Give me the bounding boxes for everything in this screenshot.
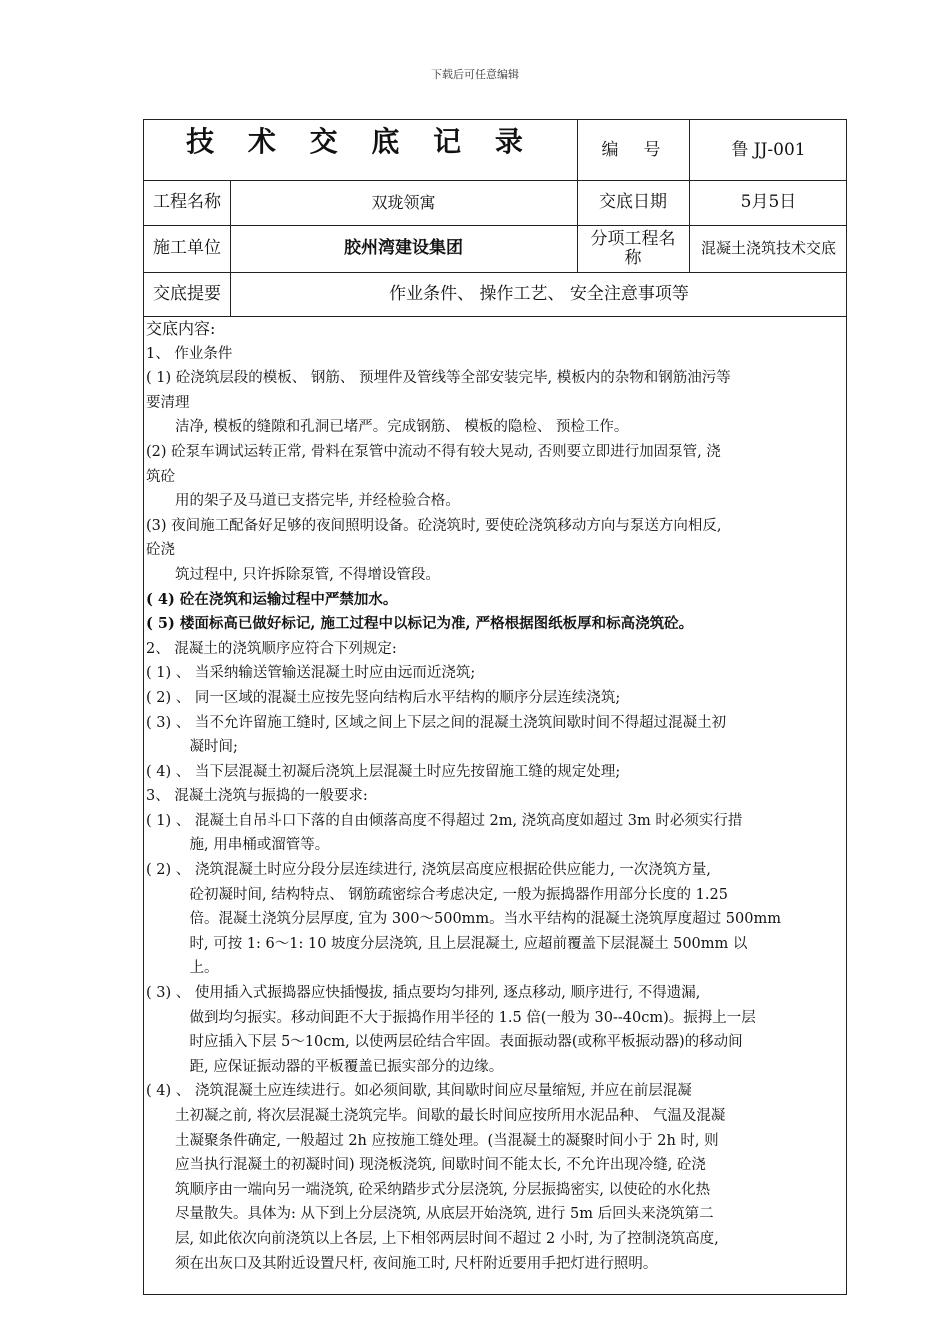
construction-unit-value: 胶州湾建设集团 [344, 238, 463, 259]
content-line: 用的架子及马道已支搭完毕, 并经检验合格。 [146, 493, 460, 510]
summary-label: 交底提要 [153, 283, 221, 304]
construction-unit-label: 施工单位 [153, 238, 221, 259]
content-line: (3) 夜间施工配备好足够的夜间照明设备。砼浇筑时, 要使砼浇筑移动方向与泵送方向相反, [146, 517, 722, 534]
content-line: 层, 如此依次向前浇筑以上各层, 上下相邻两层时间不超过 2 小时, 为了控制浇筑高度, [146, 1230, 719, 1247]
content-line: ( 4) 、 当下层混凝土初凝后浇筑上层混凝土时应先按留施工缝的规定处理; [146, 763, 621, 780]
content-line-bold: ( 4) 砼在浇筑和运输过程中严禁加水。 [146, 590, 398, 608]
tech-disclosure-table [143, 119, 847, 1295]
project-name-label: 工程名称 [153, 192, 221, 213]
content-line: 应当执行混凝土的初凝时间) 现浇板浇筑, 间歇时间不能太长, 不允许出现冷缝, 砼浇 [146, 1157, 706, 1174]
content-line: 时应插入下层 5～10cm, 以使两层砼结合牢固。表面振动器(或称平板振动器)的移动间 [146, 1034, 743, 1051]
date-value: 5月5日 [740, 192, 797, 213]
content-line: 土凝聚条件确定, 一般超过 2h 应按施工缝处理。(当混凝土的凝聚时间小于 2h 时, 则 [146, 1132, 719, 1149]
document-title: 技 术 交 底 记 录 [186, 125, 535, 159]
date-label: 交底日期 [599, 192, 667, 213]
content-line: 凝时间; [146, 739, 238, 756]
content-line: 要清理 [146, 394, 190, 411]
content-line: 尽量散失。具体为: 从下到上分层浇筑, 从底层开始浇筑, 进行 5m 后回头来浇筑第二 [146, 1206, 714, 1223]
content-line: ( 3) 、 使用插入式振捣器应快插慢拔, 插点要均匀排列, 逐点移动, 顺序进行, 不得遗漏, [146, 985, 701, 1002]
content-line: 施, 用串桶或溜管等。 [146, 837, 330, 854]
content-line: 筑砼 [146, 468, 175, 485]
content-line: 筑过程中, 只许拆除泵管, 不得增设管段。 [146, 566, 440, 583]
content-line: 砼初凝时间, 结构特点、 钢筋疏密综合考虑决定, 一般为振捣器作用部分长度的 1.25 [146, 886, 728, 903]
content-line: ( 2) 、 浇筑混凝土时应分段分层连续进行, 浇筑层高度应根据砼供应能力, 一次浇筑方量, [146, 862, 711, 879]
content-line: 时, 可按 1: 6～1: 10 坡度分层浇筑, 且上层混凝土, 应超前覆盖下层混凝土 500mm 以 [146, 935, 748, 952]
subproject-label-line1: 分项工程名 [590, 228, 676, 249]
content-line: ( 1) 、 当采纳输送管输送混凝土时应由远而近浇筑; [146, 665, 476, 682]
content-line-bold: ( 5) 楼面标高已做好标记, 施工过程中以标记为准, 严格根据图纸板厚和标高浇筑砼。 [146, 615, 694, 633]
content-line: ( 3) 、 当不允许留施工缝时, 区域之间上下层之间的混凝土浇筑间歇时间不得超过混凝土初 [146, 714, 727, 731]
content-line: 洁净, 模板的缝隙和孔洞已堵严。完成钢筋、 模板的隐检、 预检工作。 [146, 419, 629, 436]
content-line: 1、 作业条件 [146, 345, 233, 362]
content-line: 3、 混凝土浇筑与振捣的一般要求: [146, 788, 368, 805]
disclosure-content [146, 317, 846, 1276]
subproject-value: 混凝土浇筑技术交底 [700, 239, 836, 258]
content-line: 须在出灰口及其附近设置尺杆, 夜间施工时, 尺杆附近要用手把灯进行照明。 [146, 1255, 658, 1272]
content-line: 做到均匀振实。移动间距不大于振捣作用半径的 1.5 倍(一般为 30--40cm)。振拇上一层 [146, 1009, 756, 1026]
summary-value: 作业条件、 操作工艺、 安全注意事项等 [389, 283, 689, 304]
content-line: 上。 [146, 960, 219, 977]
content-line: (2) 砼泵车调试运转正常, 骨料在泵管中流动不得有较大晃动, 否则要立即进行加固泵管, 浇 [146, 443, 721, 460]
content-line: ( 1) 、 混凝土自吊斗口下落的自由倾落高度不得超过 2m, 浇筑高度如超过 3m 时必须实行措 [146, 812, 743, 829]
number-label: 编 号 [601, 139, 665, 160]
subproject-label [577, 225, 689, 272]
content-line: 倍。混凝土浇筑分层厚度, 宜为 300～500mm。当水平结构的混凝土浇筑厚度超过 500mm [146, 911, 781, 928]
content-heading: 交底内容: [146, 319, 216, 338]
content-line: 2、 混凝土的浇筑顺序应符合下列规定: [146, 640, 397, 657]
content-line: 土初凝之前, 将次层混凝土浇筑完毕。间歇的最长时间应按所用水泥品种、 气温及混凝 [146, 1108, 726, 1124]
number-value: 鲁 JJ-001 [731, 139, 806, 160]
content-line: ( 4) 、 浇筑混凝土应连续进行。如必须间歇, 其间歇时间应尽量缩短, 并应在前层混凝 [146, 1083, 692, 1100]
content-line: 砼浇 [146, 542, 175, 559]
content-line: 距, 应保证振动器的平板覆盖已振实部分的边缘。 [146, 1058, 504, 1075]
top-note: 下载后可任意编辑 [431, 68, 519, 81]
project-name-value: 双珑领寓 [371, 192, 436, 212]
content-line: 筑顺序由一端向另一端浇筑, 砼采纳踏步式分层浇筑, 分层振捣密实, 以使砼的水化热 [146, 1181, 711, 1198]
subproject-label-line2: 称 [624, 247, 642, 268]
content-line: ( 1) 砼浇筑层段的模板、 钢筋、 预埋件及管线等全部安装完毕, 模板内的杂物和钢筋油污等 [146, 370, 731, 387]
content-line: ( 2) 、 同一区域的混凝土应按先竖向结构后水平结构的顺序分层连续浇筑; [146, 689, 621, 706]
